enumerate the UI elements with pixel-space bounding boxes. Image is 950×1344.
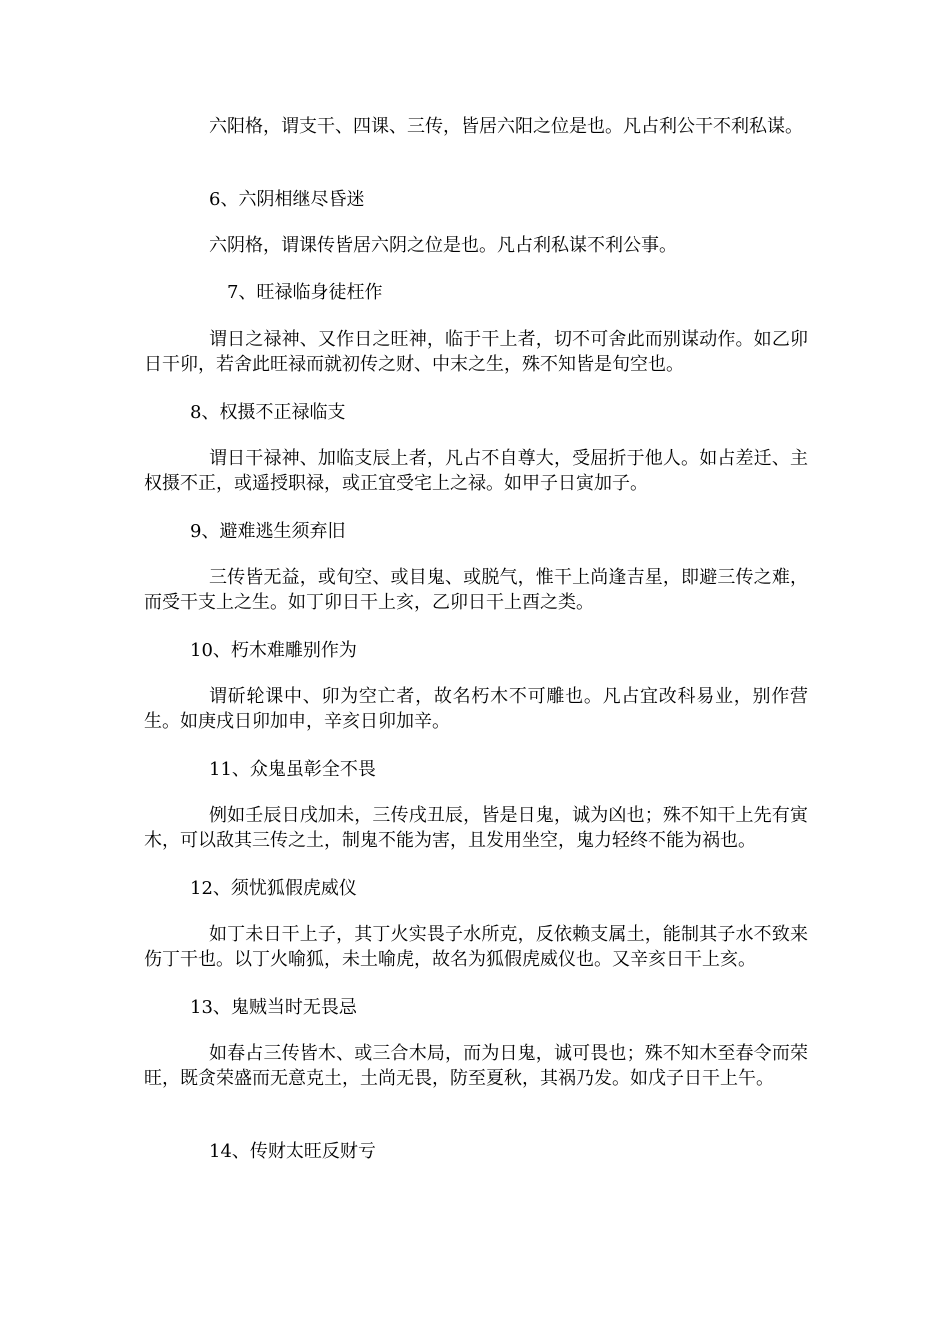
heading-14: 14、传财太旺反财亏 xyxy=(209,1141,376,1162)
paragraph-binan: 三传皆无益，或旬空、或目鬼、或脱气，惟干上尚逢吉星，即避三传之难，而受干支上之生。如丁卯日干上亥，乙卯日干上酉之类。 xyxy=(144,567,808,613)
heading-10: 10、朽木难雕别作为 xyxy=(190,640,357,661)
paragraph-liuyang: 六阳格，谓支干、四课、三传，皆居六阳之位是也。凡占利公干不利私谋。 xyxy=(209,116,803,137)
heading-7: 7、旺禄临身徒枉作 xyxy=(227,282,383,303)
paragraph-liuyin: 六阴格，谓课传皆居六阴之位是也。凡占利私谋不利公事。 xyxy=(209,235,677,256)
heading-6: 6、六阴相继尽昏迷 xyxy=(209,189,365,210)
paragraph-guizei: 如春占三传皆木、或三合木局，而为日鬼，诚可畏也；殊不知木至春令而荣旺，既贪荣盛而无意克土，土尚无畏，防至夏秋，其祸乃发。如戊子日干上午。 xyxy=(144,1043,808,1089)
heading-12: 12、须忧狐假虎威仪 xyxy=(190,878,357,899)
heading-11: 11、众鬼虽彰全不畏 xyxy=(209,759,376,780)
paragraph-xiumu: 谓斫轮课中、卯为空亡者，故名朽木不可雕也。凡占宜改科易业，别作营生。如庚戌日卯加申，辛亥日卯加辛。 xyxy=(144,686,808,732)
paragraph-hujia: 如丁未日干上子，其丁火实畏子水所克，反依赖支属土，能制其子水不致来伤丁干也。以丁火喻狐，未土喻虎，故名为狐假虎威仪也。又辛亥日干上亥。 xyxy=(144,924,808,970)
heading-13: 13、鬼贼当时无畏忌 xyxy=(190,997,357,1018)
paragraph-wanglu: 谓日之禄神、又作日之旺神，临于干上者，切不可舍此而别谋动作。如乙卯日干卯，若舍此旺禄而就初传之财、中末之生，殊不知皆是旬空也。 xyxy=(144,329,808,375)
heading-8: 8、权摄不正禄临支 xyxy=(190,402,346,423)
paragraph-zhonggui: 例如壬辰日戌加未，三传戌丑辰，皆是日鬼，诚为凶也；殊不知干上先有寅木，可以敌其三传之土，制鬼不能为害，且发用坐空，鬼力轻终不能为祸也。 xyxy=(144,805,808,851)
heading-9: 9、避难逃生须弃旧 xyxy=(190,521,346,542)
paragraph-quanshe: 谓日干禄神、加临支辰上者，凡占不自尊大，受屈折于他人。如占差迁、主权摄不正，或遥授职禄，或正宜受宅上之禄。如甲子日寅加子。 xyxy=(144,448,808,494)
